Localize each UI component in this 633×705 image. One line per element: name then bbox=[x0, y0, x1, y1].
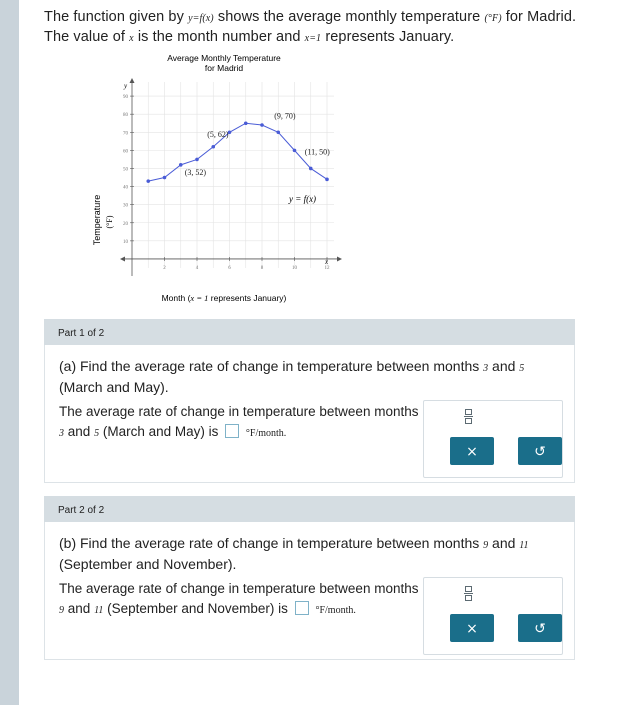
question-text: The function given by y=f(x) shows the average monthly temperature (°F) for Madrid. The value of x is the month number and x=1 represents January. bbox=[44, 9, 577, 45]
part1-answer-sentence: The average rate of change in temperature between months 3 and 5 (March and May) is °F/month. bbox=[59, 404, 419, 439]
part1-undo-button[interactable]: ↺ bbox=[518, 437, 562, 465]
y-axis-arrow bbox=[130, 78, 135, 83]
chart-svg bbox=[84, 50, 354, 312]
x-tick-label: 12 bbox=[324, 265, 330, 271]
part2-header: Part 2 of 2 bbox=[44, 496, 575, 522]
x-axis-label: Month (x = 1 represents January) bbox=[161, 293, 287, 303]
y-axis-variable: y bbox=[124, 82, 128, 90]
x-axis-arrow-left bbox=[120, 256, 125, 261]
point-annotation: (5, 62) bbox=[207, 129, 229, 139]
part1-answer-input[interactable] bbox=[225, 424, 239, 438]
part2-clear-button[interactable]: × bbox=[450, 614, 494, 642]
part1-clear-button[interactable]: × bbox=[450, 437, 494, 465]
point-annotation: (9, 70) bbox=[274, 111, 296, 121]
data-point bbox=[309, 167, 313, 171]
chart-title: Average Monthly Temperature bbox=[167, 53, 281, 63]
y-tick-label: 80 bbox=[123, 113, 128, 119]
part2-answer-input[interactable] bbox=[295, 601, 309, 615]
part2-undo-button[interactable]: ↺ bbox=[518, 614, 562, 642]
y-tick-label: 50 bbox=[123, 167, 128, 173]
y-axis-label: Temperature bbox=[92, 194, 102, 246]
data-point bbox=[179, 163, 183, 167]
part1-body bbox=[44, 345, 575, 483]
x-tick-label: 2 bbox=[163, 265, 166, 271]
x-tick-label: 10 bbox=[292, 265, 297, 271]
data-point bbox=[276, 130, 280, 134]
x-tick-label: 6 bbox=[228, 265, 231, 271]
fraction-icon[interactable] bbox=[463, 586, 473, 606]
chart-subtitle: for Madrid bbox=[204, 63, 244, 73]
data-point bbox=[163, 176, 167, 180]
part2-tool-panel bbox=[423, 577, 563, 655]
x-tick-label: 8 bbox=[260, 265, 264, 271]
data-point bbox=[146, 179, 150, 183]
data-point bbox=[195, 158, 199, 162]
data-point bbox=[260, 123, 264, 127]
y-tick-label: 20 bbox=[123, 221, 128, 227]
part2-prompt: (b) Find the average rate of change in temperature between months 9 and 11 (September and November). bbox=[59, 535, 529, 572]
part2-answer-sentence: The average rate of change in temperature between months 9 and 11 (September and November) is °F/month. bbox=[59, 581, 419, 616]
part2-body bbox=[44, 522, 575, 660]
fraction-icon[interactable] bbox=[463, 409, 473, 429]
y-tick-label: 10 bbox=[123, 239, 128, 245]
y-axis-unit: (°F) bbox=[105, 215, 114, 229]
data-point bbox=[325, 178, 329, 182]
data-point bbox=[244, 121, 248, 125]
temperature-chart bbox=[84, 50, 354, 312]
x-axis-arrow bbox=[337, 256, 342, 261]
y-tick-label: 70 bbox=[123, 131, 128, 137]
x-axis-variable: x bbox=[325, 258, 329, 266]
left-sidebar-strip bbox=[0, 0, 19, 705]
part1-prompt: (a) Find the average rate of change in temperature between months 3 and 5 (March and May). bbox=[59, 358, 525, 395]
y-tick-label: 90 bbox=[123, 95, 128, 101]
y-tick-label: 60 bbox=[123, 149, 128, 155]
function-notation: y=f(x) bbox=[188, 13, 214, 24]
series-line bbox=[148, 123, 327, 181]
point-annotation: (11, 50) bbox=[304, 147, 330, 157]
part1-header: Part 1 of 2 bbox=[44, 319, 575, 345]
part1-tool-panel bbox=[423, 400, 563, 478]
x-tick-label: 4 bbox=[195, 265, 199, 271]
point-annotation: (3, 52) bbox=[184, 167, 207, 177]
y-tick-label: 30 bbox=[123, 203, 128, 209]
function-label: y = f(x) bbox=[289, 194, 317, 204]
data-point bbox=[211, 145, 215, 149]
y-tick-label: 40 bbox=[123, 185, 128, 191]
data-point bbox=[293, 149, 297, 153]
